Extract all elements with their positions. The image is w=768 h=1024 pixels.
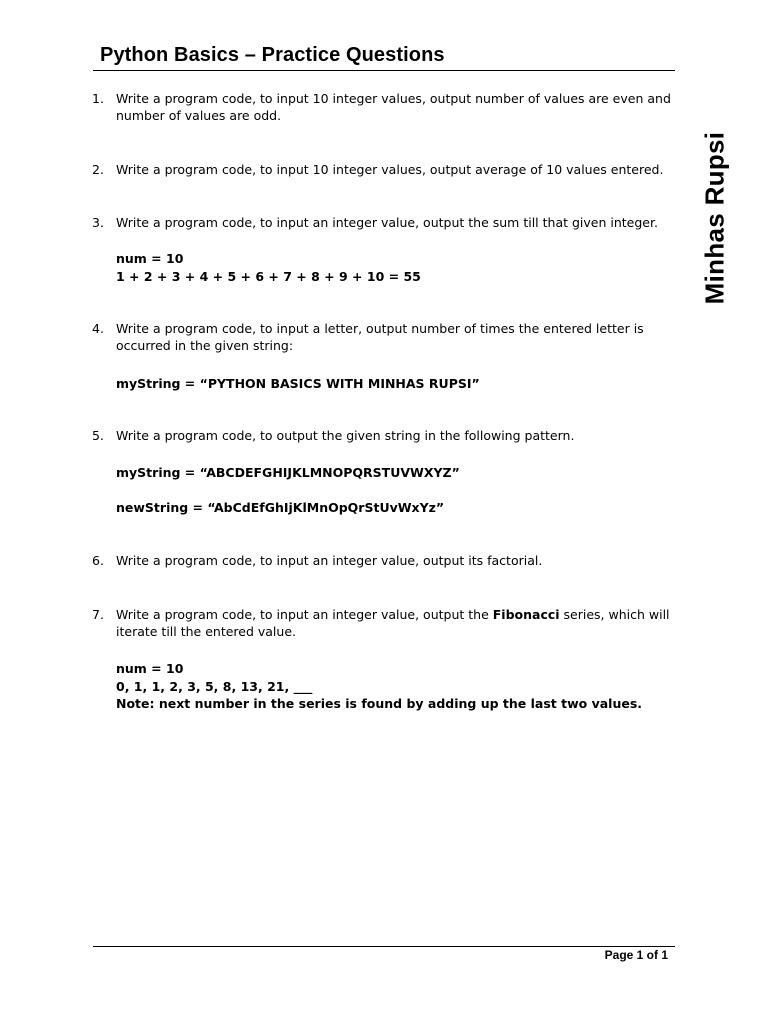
example-line: num = 10	[116, 251, 184, 266]
question-text: Write a program code, to input an integer value, output the sum till that given integer.	[116, 215, 658, 230]
question-number: 3.	[92, 215, 104, 230]
question-number: 2.	[92, 162, 104, 177]
question-number: 6.	[92, 553, 104, 568]
example-line: 1 + 2 + 3 + 4 + 5 + 6 + 7 + 8 + 9 + 10 = 55	[116, 269, 421, 284]
question-1	[92, 90, 672, 124]
example-line: myString = “PYTHON BASICS WITH MINHAS RUPSI”	[116, 376, 480, 391]
question-text: Write a program code, to input a letter, output number of times the entered letter is occurred in the given string:	[116, 321, 644, 353]
fibonacci-term: Fibonacci	[492, 607, 560, 622]
question-number: 4.	[92, 321, 104, 336]
question-7	[92, 606, 672, 640]
author-name: Minhas Rupsi	[699, 131, 730, 305]
title-divider	[93, 70, 675, 71]
example-line: myString = “ABCDEFGHIJKLMNOPQRSTUVWXYZ”	[116, 465, 460, 480]
question-text: Write a program code, to input an integer value, output its factorial.	[116, 553, 543, 568]
question-2	[92, 161, 672, 178]
example-line: newString = “AbCdEfGhIjKlMnOpQrStUvWxYz”	[116, 500, 445, 515]
question-4	[92, 320, 672, 354]
question-number: 5.	[92, 428, 104, 443]
page-number: Page 1 of 1	[604, 948, 668, 962]
question-text	[116, 606, 672, 640]
question-text-part: series, which will iterate till the entered value.	[116, 607, 670, 639]
footer-divider	[93, 946, 675, 947]
question-5	[92, 427, 672, 444]
question-text-part: Write a program code, to input an integer value, output the	[116, 607, 493, 622]
example-line: 0, 1, 1, 2, 3, 5, 8, 13, 21, ___	[116, 679, 313, 694]
question-number: 1.	[92, 91, 104, 106]
example-line: num = 10	[116, 661, 184, 676]
question-3	[92, 214, 672, 231]
question-text: Write a program code, to input 10 integer values, output average of 10 values entered.	[116, 162, 664, 177]
question-text: Write a program code, to input 10 integer values, output number of values are even and number of values are odd.	[116, 91, 671, 123]
note-line: Note: next number in the series is found by adding up the last two values.	[116, 696, 643, 711]
question-text: Write a program code, to output the given string in the following pattern.	[116, 428, 575, 443]
question-6	[92, 552, 672, 569]
page-title: Python Basics – Practice Questions	[100, 44, 445, 66]
question-number: 7.	[92, 607, 104, 622]
